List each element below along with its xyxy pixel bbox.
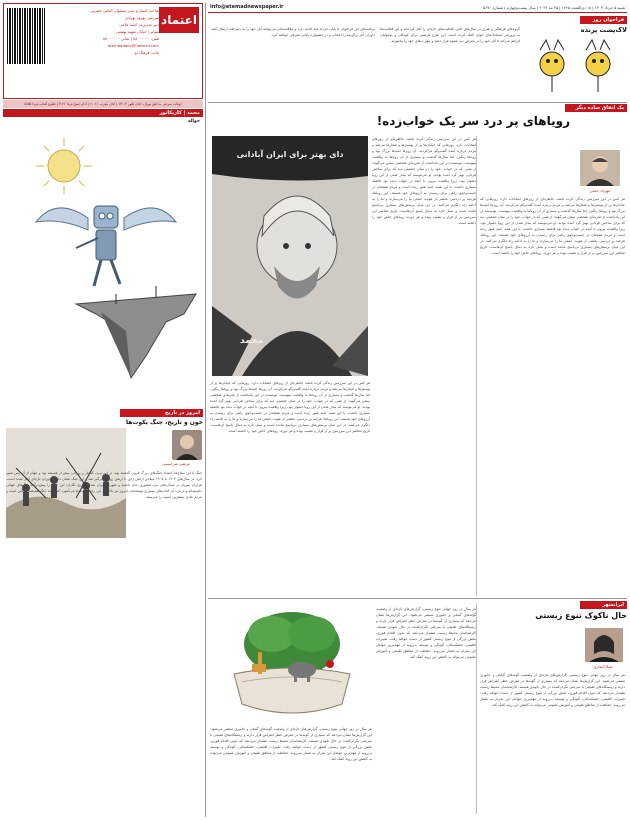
feature-poster <box>212 136 368 376</box>
feature-author-photo <box>580 150 620 186</box>
masthead-lines <box>49 7 159 93</box>
climate-author: شیلا انصاری <box>593 664 613 669</box>
top-story-body-a: گروه‌های فرهنگی و هنری در سال‌های اخیر، فعالیت‌های تازه‌ای را آغاز کرده‌اند و این فعالیت‌ها به پرورش استعدادهای جوان کمک کرده است. این طرح فرصتی برای کودکان و نوجوانان فراهم می‌کند تا آثار خود را در معرض دید عموم قرار دهند و مهارت‌های خود را بیاموزند. <box>380 27 520 43</box>
feature-title: رویاهای پر درد سر یک خواب‌زده! <box>376 114 570 128</box>
climate-body-col1: هر سال در روز جهانی تنوع زیستی، گزارش‌های تازه‌ای از وضعیت گونه‌های گیاهی و جانوری منتشر می‌شود. این گزارش‌ها نشان می‌دهد که بسیاری از گونه‌ها در معرض خطر انقراض قرار دارند و زیستگاه‌های طبیعی با سرعتی نگران‌کننده در حال نابودی هستند. کارشناسان محیط زیست هشدار می‌دهند که بدون اقدام فوری، بخش بزرگی از تنوع زیستی کشور از دست خواهد رفت. تغییرات اقلیمی، خشکسالی، آلودگی و توسعه بی‌رویه از مهم‌ترین عوامل این بحران به شمار می‌روند. حفاظت از مناطق طبیعی و آموزش عمومی می‌تواند به کاهش این روند کمک کند. <box>480 673 625 707</box>
barcode <box>7 8 45 64</box>
biodiversity-illustration <box>212 604 372 722</box>
feature-body-col2: هر کس در این سرزمین زندگی کرده باشد، خاطره‌ای از روزهای انتخابات دارد. روزهایی که خیابان‌ها پر از پوسترها و شعارها می‌شد و مردم درباره آینده گفت‌وگو می‌کردند. آن روزها امیدها بزرگ بود و رویاها رنگین. اما سال‌ها گذشت و بسیاری از آن رویاها به واقعیت نپیوست. نویسنده در این یادداشت از تجربه‌ای شخصی سخن می‌گوید؛ از شبی که در خواب، خود را در میان جمعیتی دید که برای ساختن فردایی بهتر گرد آمده بودند. او می‌نویسد که بیدار شدن از این رویا دشوار بود، زیرا واقعیت بیرون با آنچه در خواب دیده بود فاصله بسیاری داشت. با این همه، امید هنوز زنده است و مردم همچنان در جست‌وجوی راهی برای رسیدن به آرزوهای خود هستند. این رویاها، هرچند پر دردسر، بخشی از هویت جمعی ما را می‌سازند و ما را به ادامه راه دلگرم می‌کنند. در این میان پرسش‌های بسیاری بی‌پاسخ مانده است و نسل تازه به دنبال پاسخ آن‌هاست. تاریخ معاصر این سرزمین پر از فراز و نشیب بوده و هر دوره، رویاهای خاص خود را داشته است. <box>372 137 476 225</box>
history-author-photo <box>172 430 202 460</box>
masthead-line: صاحب امتیاز و مدیر مسئول: الیاس حضرتی <box>90 8 159 13</box>
cartoon-caption: حواله <box>187 119 200 124</box>
header-bar <box>208 3 627 13</box>
turtle-icon <box>540 40 610 92</box>
divider <box>205 3 206 817</box>
history-author: مرتضی میرحسینی <box>162 462 190 466</box>
climate-title: حال ناکوک تنوع زیستی <box>535 611 627 620</box>
history-body: جنگ با این سلاح‌ها، امتداد جنگ‌های بزرگ قرون گذشته بود. در این نبرد، کشتار و ویرانی بیش از همیشه بود و جهان از آن پس تغییر کرد. در سال‌های ۱۹۰۴ تا ۱۹۰۵ میلادی ارتش ژاپن با ارتش روسیه درگیر شد و این جنگ نشان داد که دوران تازه‌ای آغاز شده است. هزاران سرباز در میدان‌های نبرد منچوری جان باختند و شهرها ویران شدند. تاریخ نگاران این جنگ را پیش‌درآمد جنگ‌های جهانی دانسته‌اند و درباره آن کتاب‌های بسیاری نوشته‌اند. امروز نیز یادآوری این رخدادها به ما می‌آموزد که هزینه جنگ همیشه سنگین است و مردم عادی بیشترین آسیب را می‌بینند. <box>6 471 202 499</box>
sun-icon <box>36 138 92 194</box>
poster-image <box>212 136 368 376</box>
cartoon-kicker-label: کاریکاتور <box>159 110 182 116</box>
top-story-kicker: فراخوان روز <box>580 16 627 24</box>
feature-author: مهرداد حجتی <box>589 188 611 193</box>
top-story-title: لاک‌پشت پرنده <box>580 26 627 34</box>
masthead-line: etemaddaily@hotmail.com <box>107 43 159 48</box>
masthead-line: تلفن: ۸۸۰۰۰۰۰۰ | نمابر: ۸۸۰۰۰۰۰۰ <box>102 36 159 41</box>
masthead-line: چاپ: فرهنگ نو <box>134 50 159 55</box>
cartoon-kicker: محمد | کاریکاتور <box>3 109 203 117</box>
climate-author-photo <box>585 628 623 662</box>
avatar <box>585 628 623 662</box>
poster-name: محمد <box>240 336 264 346</box>
climate-kicker: ایرانشهر <box>580 601 627 609</box>
masthead-line: سردبیر: بهروز بهزادی <box>124 15 159 20</box>
divider <box>208 598 627 599</box>
divider <box>476 136 477 596</box>
logo: اعتماد <box>159 7 199 33</box>
climate-body-col2: هر سال در روز جهانی تنوع زیستی، گزارش‌های تازه‌ای از وضعیت گونه‌های گیاهی و جانوری منتشر می‌شود. این گزارش‌ها نشان می‌دهد که بسیاری از گونه‌ها در معرض خطر انقراض قرار دارند و زیستگاه‌های طبیعی با سرعتی نگران‌کننده در حال نابودی هستند. کارشناسان محیط زیست هشدار می‌دهند که بدون اقدام فوری، بخش بزرگی از تنوع زیستی کشور از دست خواهد رفت. تغییرات اقلیمی، خشکسالی، آلودگی و توسعه بی‌رویه از مهم‌ترین عوامل این بحران به شمار می‌روند. حفاظت از مناطق طبیعی و آموزش عمومی می‌تواند به کاهش این روند کمک کند. <box>376 607 476 659</box>
history-kicker: امروز در تاریخ <box>120 409 203 417</box>
masthead-line: دبیر تحریریه: احمد غلامی <box>119 22 159 27</box>
feature-body-col1: هر کس در این سرزمین زندگی کرده باشد، خاطره‌ای از روزهای انتخابات دارد. روزهایی که خیابان‌ها پر از پوسترها و شعارها می‌شد و مردم درباره آینده گفت‌وگو می‌کردند. آن روزها امیدها بزرگ بود و رویاها رنگین. اما سال‌ها گذشت و بسیاری از آن رویاها به واقعیت نپیوست. نویسنده در این یادداشت از تجربه‌ای شخصی سخن می‌گوید؛ از شبی که در خواب، خود را در میان جمعیتی دید که برای ساختن فردایی بهتر گرد آمده بودند. او می‌نویسد که بیدار شدن از این رویا دشوار بود، زیرا واقعیت بیرون با آنچه در خواب دیده بود فاصله بسیاری داشت. با این همه، امید هنوز زنده است و مردم همچنان در جست‌وجوی راهی برای رسیدن به آرزوهای خود هستند. این رویاها، هرچند پر دردسر، بخشی از هویت جمعی ما را می‌سازند و ما را به ادامه راه دلگرم می‌کنند. در این میان پرسش‌های بسیاری بی‌پاسخ مانده است و نسل تازه به دنبال پاسخ آن‌هاست. تاریخ معاصر این سرزمین پر از فراز و نشیب بوده و هر دوره، رویاهای خاص خود را داشته است. <box>480 197 625 255</box>
bird-icon <box>326 660 334 668</box>
masthead-box <box>3 3 203 99</box>
cartoonist: محمد <box>187 110 200 116</box>
cliff-icon <box>76 286 196 378</box>
masthead-line: نشانی: خیابان شهید بهشتی <box>116 29 159 34</box>
header-dateline: شنبه ۵ خرداد ۱۴۰۳ | ۱۸ ذی‌القعده ۱۴۴۵ | ۲۵ مه ۲۰۲۴ | سال بیست‌وچهارم | شماره ۵۶۷۰ <box>483 5 625 10</box>
turtle-illustration <box>528 36 624 96</box>
feature-body-col3: هر کس در این سرزمین زندگی کرده باشد، خاطره‌ای از روزهای انتخابات دارد. روزهایی که خیابان‌ها پر از پوسترها و شعارها می‌شد و مردم درباره آینده گفت‌وگو می‌کردند. آن روزها امیدها بزرگ بود و رویاها رنگین. اما سال‌ها گذشت و بسیاری از آن رویاها به واقعیت نپیوست. نویسنده در این یادداشت از تجربه‌ای شخصی سخن می‌گوید؛ از شبی که در خواب، خود را در میان جمعیتی دید که برای ساختن فردایی بهتر گرد آمده بودند. او می‌نویسد که بیدار شدن از این رویا دشوار بود، زیرا واقعیت بیرون با آنچه در خواب دیده بود فاصله بسیاری داشت. با این همه، امید هنوز زنده است و مردم همچنان در جست‌وجوی راهی برای رسیدن به آرزوهای خود هستند. این رویاها، هرچند پر دردسر، بخشی از هویت جمعی ما را می‌سازند و ما را به ادامه راه دلگرم می‌کنند. در این میان پرسش‌های بسیاری بی‌پاسخ مانده است و نسل تازه به دنبال پاسخ آن‌هاست. تاریخ معاصر این سرزمین پر از فراز و نشیب بوده و هر دوره، رویاهای خاص خود را داشته است. <box>210 381 370 433</box>
divider <box>476 604 477 814</box>
avatar <box>580 150 620 186</box>
top-story-body-b: برنامه‌های این فراخوان تا پایان خرداد ماه ادامه دارد و علاقه‌مندان می‌توانند آثار خود را به دبیرخانه ارسال کنند. داوران آثار برگزیده را انتخاب و در جشنواره پایانی معرفی خواهند کرد. <box>210 27 375 37</box>
divider <box>208 102 627 103</box>
poster-headline: دای بهتر برای ایران آبادانی <box>236 150 344 159</box>
avatar <box>172 430 202 460</box>
feature-kicker: یک اتفاق ساده دیگر <box>565 104 627 112</box>
header-email[interactable]: info@etemadnewspaper.ir <box>210 4 284 10</box>
cartoon-illustration <box>6 126 202 396</box>
prayer-times: اوقات شرعی به افق تهران: اذان ظهر ۱۳:۰۴ | اذان مغرب ۲۰:۱۱ | اذان صبح فردا ۴:۲۱ | طلوع آفتاب فردا ۵:۵۵ <box>3 100 203 108</box>
climate-body-col3: هر سال در روز جهانی تنوع زیستی، گزارش‌های تازه‌ای از وضعیت گونه‌های گیاهی و جانوری منتشر می‌شود. این گزارش‌ها نشان می‌دهد که بسیاری از گونه‌ها در معرض خطر انقراض قرار دارند و زیستگاه‌های طبیعی با سرعتی نگران‌کننده در حال نابودی هستند. کارشناسان محیط زیست هشدار می‌دهند که بدون اقدام فوری، بخش بزرگی از تنوع زیستی کشور از دست خواهد رفت. تغییرات اقلیمی، خشکسالی، آلودگی و توسعه بی‌رویه از مهم‌ترین عوامل این بحران به شمار می‌روند. حفاظت از مناطق طبیعی و آموزش عمومی می‌تواند به کاهش این روند کمک کند. <box>210 727 372 761</box>
winged-robot-icon <box>36 206 176 286</box>
history-title: خون و تاریخ، جنگ یکوت‌ها <box>126 419 203 426</box>
